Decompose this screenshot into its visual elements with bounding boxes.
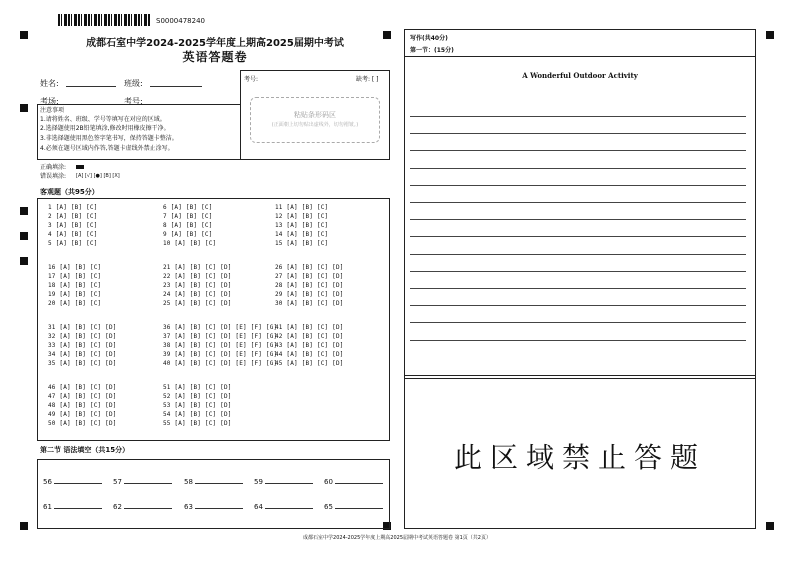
question-row[interactable]: 55 [A] [B] [C] [D] xyxy=(163,420,232,427)
grammar-blank[interactable] xyxy=(254,503,313,511)
grammar-blank-number: 64 xyxy=(254,503,263,511)
writing-title: 写作(共40分) xyxy=(410,35,448,42)
question-row[interactable]: 29 [A] [B] [C] [D] xyxy=(275,291,344,298)
question-row[interactable]: 15 [A] [B] [C] xyxy=(275,240,329,247)
question-row[interactable]: 45 [A] [B] [C] [D] xyxy=(275,360,344,367)
question-row[interactable]: 9 [A] [B] [C] xyxy=(163,231,213,238)
question-row[interactable]: 25 [A] [B] [C] [D] xyxy=(163,300,232,307)
question-row[interactable]: 50 [A] [B] [C] [D] xyxy=(48,420,117,427)
grammar-blank[interactable] xyxy=(324,478,383,486)
essay-line[interactable] xyxy=(410,168,746,169)
registration-mark xyxy=(20,31,28,39)
question-row[interactable]: 33 [A] [B] [C] [D] xyxy=(48,342,117,349)
question-row[interactable]: 43 [A] [B] [C] [D] xyxy=(275,342,344,349)
essay-title: A Wonderful Outdoor Activity xyxy=(522,71,638,80)
question-row[interactable]: 22 [A] [B] [C] [D] xyxy=(163,273,232,280)
room-label: 考场: xyxy=(40,97,59,106)
footer-text: 成都石室中学2024-2025学年度上期高2025届期中考试英语答题卷 第1页（共2页） xyxy=(303,535,491,541)
correct-fill-label: 正确填涂: xyxy=(40,164,67,171)
forbidden-text: 此区域禁止答题 xyxy=(453,441,706,474)
essay-line[interactable] xyxy=(410,322,746,323)
wrong-fill-samples: [A] [√] [●] [B] [X] xyxy=(76,173,120,179)
exam-number-label: 考号: xyxy=(244,76,259,83)
registration-mark xyxy=(20,522,28,530)
notice-item: 2.选择题使用2B铅笔填涂,修改时用橡皮擦干净。 xyxy=(40,125,170,132)
question-row[interactable]: 38 [A] [B] [C] [D] [E] [F] [G] xyxy=(163,342,278,349)
question-row[interactable]: 3 [A] [B] [C] xyxy=(48,222,98,229)
essay-line[interactable] xyxy=(410,150,746,151)
seat-label: 考号: xyxy=(124,97,143,106)
essay-line[interactable] xyxy=(410,202,746,203)
question-row[interactable]: 18 [A] [B] [C] xyxy=(48,282,102,289)
question-row[interactable]: 34 [A] [B] [C] [D] xyxy=(48,351,117,358)
grammar-blank-number: 59 xyxy=(254,478,263,486)
question-row[interactable]: 27 [A] [B] [C] [D] xyxy=(275,273,344,280)
question-row[interactable]: 39 [A] [B] [C] [D] [E] [F] [G] xyxy=(163,351,278,358)
question-row[interactable]: 13 [A] [B] [C] xyxy=(275,222,329,229)
grammar-blank[interactable] xyxy=(184,503,243,511)
essay-line[interactable] xyxy=(410,116,746,117)
essay-line[interactable] xyxy=(410,288,746,289)
name-label: 姓名: xyxy=(40,79,59,88)
grammar-blank[interactable] xyxy=(43,503,102,511)
essay-line[interactable] xyxy=(410,254,746,255)
question-row[interactable]: 16 [A] [B] [C] xyxy=(48,264,102,271)
question-row[interactable]: 51 [A] [B] [C] [D] xyxy=(163,384,232,391)
grammar-blank[interactable] xyxy=(113,503,172,511)
registration-mark xyxy=(20,104,28,112)
class-label: 班级: xyxy=(124,79,143,88)
grammar-blank-number: 62 xyxy=(113,503,122,511)
registration-mark xyxy=(20,257,28,265)
question-row[interactable]: 32 [A] [B] [C] [D] xyxy=(48,333,117,340)
question-row[interactable]: 53 [A] [B] [C] [D] xyxy=(163,402,232,409)
name-field[interactable] xyxy=(66,86,116,87)
grammar-blank-number: 57 xyxy=(113,478,122,486)
absent-label[interactable]: 缺考: [ ] xyxy=(356,76,379,83)
grammar-answer-box xyxy=(37,459,390,529)
question-row[interactable]: 46 [A] [B] [C] [D] xyxy=(48,384,117,391)
sticker-note: (正面朝上切勿贴出虚线外，切勿褶皱。) xyxy=(271,122,359,128)
grammar-title: 第二节 语法填空（共15分） xyxy=(40,446,130,454)
question-row[interactable]: 23 [A] [B] [C] [D] xyxy=(163,282,232,289)
essay-line[interactable] xyxy=(410,236,746,237)
essay-box xyxy=(404,56,756,376)
essay-line[interactable] xyxy=(410,185,746,186)
registration-mark xyxy=(20,232,28,240)
grammar-blank-number: 63 xyxy=(184,503,193,511)
essay-line[interactable] xyxy=(410,133,746,134)
registration-mark xyxy=(20,207,28,215)
question-row[interactable]: 48 [A] [B] [C] [D] xyxy=(48,402,117,409)
registration-mark xyxy=(766,522,774,530)
essay-line[interactable] xyxy=(410,219,746,220)
objective-title: 客观题（共95分） xyxy=(40,188,99,196)
notice-item: 4.必须在题号区域内作答,答题卡虚线外禁止涂写。 xyxy=(40,145,174,152)
question-row[interactable]: 12 [A] [B] [C] xyxy=(275,213,329,220)
grammar-blank-number: 65 xyxy=(324,503,333,511)
writing-section: 第一节：(15分) xyxy=(410,47,454,54)
question-row[interactable]: 54 [A] [B] [C] [D] xyxy=(163,411,232,418)
notice-title: 注意事项 xyxy=(40,107,65,114)
question-row[interactable]: 35 [A] [B] [C] [D] xyxy=(48,360,117,367)
question-row[interactable]: 7 [A] [B] [C] xyxy=(163,213,213,220)
barcode xyxy=(58,14,150,26)
question-row[interactable]: 31 [A] [B] [C] [D] xyxy=(48,324,117,331)
question-row[interactable]: 52 [A] [B] [C] [D] xyxy=(163,393,232,400)
question-row[interactable]: 17 [A] [B] [C] xyxy=(48,273,102,280)
question-row[interactable]: 14 [A] [B] [C] xyxy=(275,231,329,238)
grammar-blank-number: 61 xyxy=(43,503,52,511)
question-row[interactable]: 41 [A] [B] [C] [D] xyxy=(275,324,344,331)
notice-item: 3.非选择题使用黑色签字笔书写，保持答题卡整洁。 xyxy=(40,135,178,142)
wrong-fill-label: 错误填涂: xyxy=(40,173,67,180)
sticker-title: 粘贴条形码区 xyxy=(294,111,336,119)
school-title: 成都石室中学2024-2025学年度上期高2025届期中考试 xyxy=(86,38,344,49)
question-row[interactable]: 47 [A] [B] [C] [D] xyxy=(48,393,117,400)
question-row[interactable]: 8 [A] [B] [C] xyxy=(163,222,213,229)
question-row[interactable]: 20 [A] [B] [C] xyxy=(48,300,102,307)
question-row[interactable]: 37 [A] [B] [C] [D] [E] [F] [G] xyxy=(163,333,278,340)
question-row[interactable]: 30 [A] [B] [C] [D] xyxy=(275,300,344,307)
question-row[interactable]: 11 [A] [B] [C] xyxy=(275,204,329,211)
grammar-blank[interactable] xyxy=(184,478,243,486)
question-row[interactable]: 26 [A] [B] [C] [D] xyxy=(275,264,344,271)
grammar-blank-number: 56 xyxy=(43,478,52,486)
question-row[interactable]: 21 [A] [B] [C] [D] xyxy=(163,264,232,271)
essay-line[interactable] xyxy=(410,305,746,306)
question-row[interactable]: 4 [A] [B] [C] xyxy=(48,231,98,238)
question-row[interactable]: 28 [A] [B] [C] [D] xyxy=(275,282,344,289)
question-row[interactable]: 5 [A] [B] [C] xyxy=(48,240,98,247)
grammar-blank[interactable] xyxy=(324,503,383,511)
question-row[interactable]: 10 [A] [B] [C] xyxy=(163,240,217,247)
essay-line[interactable] xyxy=(410,271,746,272)
correct-fill-sample xyxy=(76,165,84,169)
barcode-sticker-area xyxy=(250,97,380,143)
barcode-number: S0000478240 xyxy=(156,17,205,25)
question-row[interactable]: 36 [A] [B] [C] [D] [E] [F] [G] xyxy=(163,324,278,331)
grammar-blank[interactable] xyxy=(254,478,313,486)
question-row[interactable]: 19 [A] [B] [C] xyxy=(48,291,102,298)
grammar-blank-number: 60 xyxy=(324,478,333,486)
essay-line[interactable] xyxy=(410,340,746,341)
notice-item: 1.请将姓名、班级、学号等填写在对应的区域。 xyxy=(40,116,166,123)
registration-mark xyxy=(766,31,774,39)
sheet-title: 英语答题卷 xyxy=(182,50,248,64)
question-row[interactable]: 2 [A] [B] [C] xyxy=(48,213,98,220)
question-row[interactable]: 42 [A] [B] [C] [D] xyxy=(275,333,344,340)
class-field[interactable] xyxy=(150,86,202,87)
grammar-blank[interactable] xyxy=(113,478,172,486)
question-row[interactable]: 49 [A] [B] [C] [D] xyxy=(48,411,117,418)
question-row[interactable]: 24 [A] [B] [C] [D] xyxy=(163,291,232,298)
grammar-blank-number: 58 xyxy=(184,478,193,486)
question-row[interactable]: 6 [A] [B] [C] xyxy=(163,204,213,211)
question-row[interactable]: 44 [A] [B] [C] [D] xyxy=(275,351,344,358)
grammar-blank[interactable] xyxy=(43,478,102,486)
question-row[interactable]: 40 [A] [B] [C] [D] [E] [F] [G] xyxy=(163,360,278,367)
question-row[interactable]: 1 [A] [B] [C] xyxy=(48,204,98,211)
